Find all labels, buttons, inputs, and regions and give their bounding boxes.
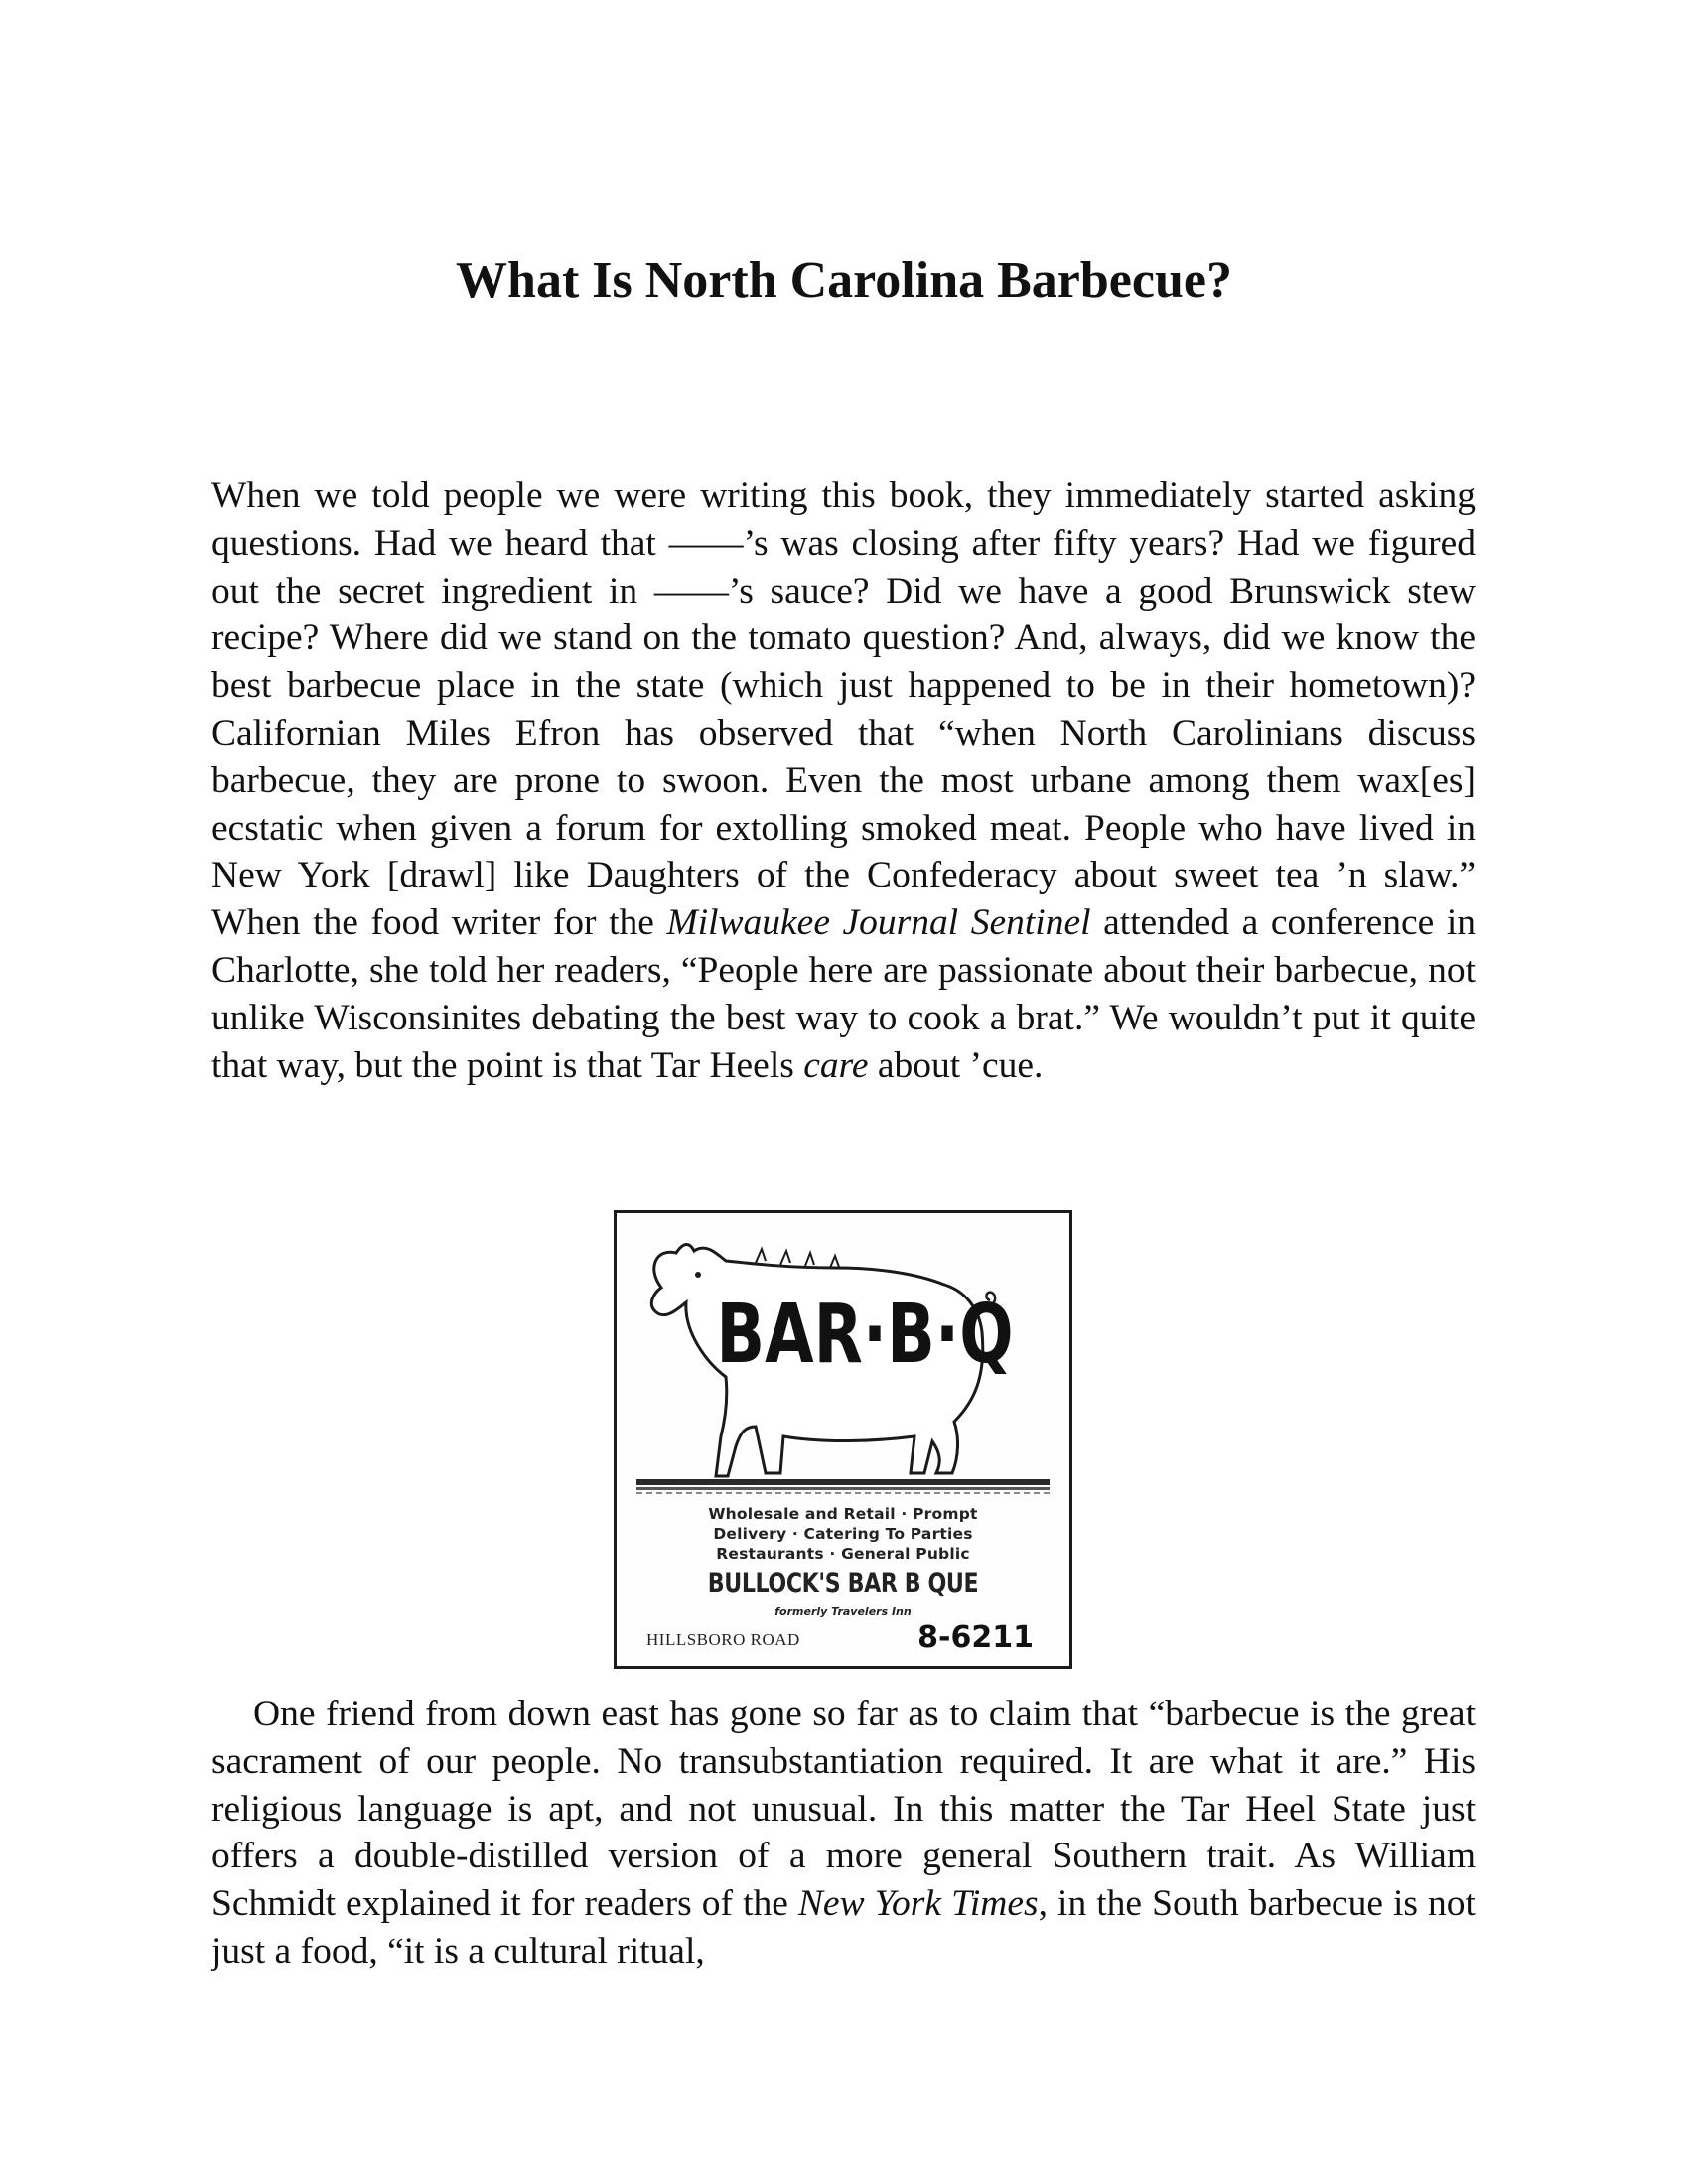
italic-text: Milwaukee Journal Sentinel [666,902,1091,944]
logo-text: BAR·B·Q [716,1288,1014,1383]
paragraph-text: attended a conference in Charlotte, she told her readers, “People here are passionate about their barbecue, not unlike Wisconsinites debating the best way to cook a brat.” We wouldn’t put it quite that way, but the point is that Tar Heels [211,902,1476,1086]
ad-service-line: Delivery · Catering To Parties [713,1525,973,1543]
italic-text: New York Times [797,1883,1039,1925]
paragraph-text: When we told people we were writing this book, they immediately started asking questions. Had we heard that ——’s was closing after fifty years? Had we figured out the secret ingredient in ——’s sauce? Did we have a good Brunswick stew recipe? Where did we stand on the tomato question? And, always, did we know the best barbecue place in the state (which just happened to be in their hometown)? Californian Miles Efron has observed that “when North Carolinians discuss barbecue, they are prone to swoon. Even the most urbane among them wax[es] ecstatic when given a forum for extolling smoked meat. People who have lived in New York [drawl] like Daughters of the Confederacy about sweet tea ’n slaw.” When the food writer for the [211,476,1476,944]
body-paragraph-1 [211,473,1476,1089]
italic-text: care [803,1044,869,1086]
ad-services [617,1504,1069,1564]
business-name: BULLOCK'S BAR B QUE [707,1569,979,1599]
formerly-line: formerly Travelers Inn [774,1605,912,1618]
paragraph-text: , in the South barbecue is not just a food, “it is a cultural ritual, [211,1883,1476,1972]
page-title: What Is North Carolina Barbecue? [456,252,1232,309]
bullocks-advertisement [614,1210,1072,1669]
phone-number: 8-6211 [917,1620,1034,1655]
ad-service-line: Wholesale and Retail · Prompt [708,1505,978,1523]
body-paragraph-2 [211,1691,1476,1976]
road-name: HILLSBORO ROAD [646,1630,800,1649]
paragraph-text: about ’cue. [868,1044,1044,1086]
paragraph-text: One friend from down east has gone so far as to claim that “barbecue is the great sacrament of our people. No transubstantiation required. It are what it are.” His religious language is apt, and not unusual. In this matter the Tar Heel State just offers a double-distilled version of a more general Southern trait. As William Schmidt explained it for readers of the [211,1694,1476,1925]
ad-service-line: Restaurants · General Public [716,1545,970,1563]
